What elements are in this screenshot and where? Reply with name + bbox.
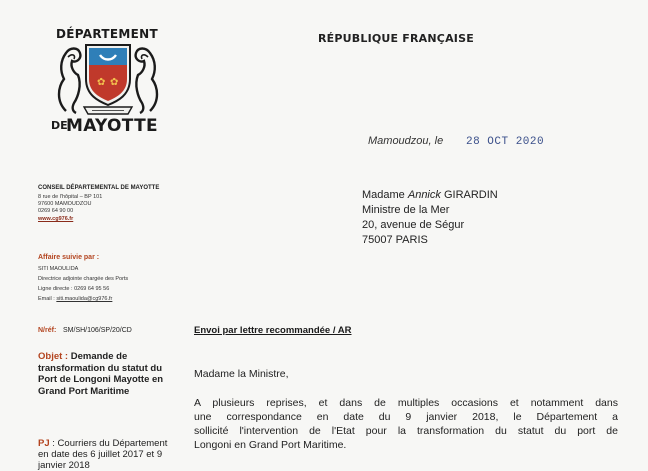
paragraph-line: Longoni en Grand Port Maritime. xyxy=(194,439,347,451)
sender-website-link[interactable]: www.cg976.fr xyxy=(38,216,74,222)
affaire-phone: Ligne directe : 0269 64 95 56 xyxy=(38,286,110,292)
recipient-function: Ministre de la Mer xyxy=(362,204,450,216)
recipient-block xyxy=(362,188,498,248)
sender-phone: 0269 64 90 00 xyxy=(38,208,74,214)
sender-address-line2: 97600 MAMOUDZOU xyxy=(38,201,92,207)
paragraph-line: une correspondance en date du 9 janvier 2018, le Département a xyxy=(194,411,618,423)
recipient-street: 20, avenue de Ségur xyxy=(362,219,465,231)
department-crest-logo xyxy=(52,41,164,117)
svg-text:✿: ✿ xyxy=(110,77,119,88)
affaire-role: Directrice adjointe chargée des Ports xyxy=(38,276,129,282)
sending-mode: Envoi par lettre recommandée / AR xyxy=(194,325,352,336)
reference-label: N/réf: xyxy=(38,327,57,334)
objet-text: Demande de transformation du statut du Port de Longoni Mayotte en Grand Port Maritime xyxy=(38,351,164,397)
objet-label: Objet : xyxy=(38,351,69,362)
objet-block xyxy=(38,351,173,397)
paragraph-line: sollicité l'intervention de l'Etat pour la transformation du statut du port de xyxy=(194,425,618,437)
recipient-line1 xyxy=(362,188,498,203)
logo-name: MAYOTTE xyxy=(66,116,158,136)
affaire-name: SITI MAOULIDA xyxy=(38,266,79,272)
logo-prefix: DE xyxy=(51,119,68,132)
pj-text: : Courriers du Département en date des 6 juillet 2017 et 9 janvier 2018 xyxy=(38,438,168,471)
sender-name: CONSEIL DÉPARTEMENTAL DE MAYOTTE xyxy=(38,185,160,191)
recipient-city: 75007 PARIS xyxy=(362,234,428,246)
svg-text:✿: ✿ xyxy=(97,77,106,88)
date-stamp: 28 OCT 2020 xyxy=(466,136,545,148)
pj-label: PJ xyxy=(38,438,50,449)
recipient-firstname: Annick xyxy=(407,189,441,201)
letter-place: Mamoudzou, le xyxy=(368,135,444,147)
affaire-email-link[interactable]: siti.maoulida@cg976.fr xyxy=(56,296,113,302)
affaire-email-label: Email : xyxy=(38,296,55,302)
pj-block xyxy=(38,438,173,471)
sender-address-line1: 8 rue de l'hôpital – BP 101 xyxy=(38,194,103,200)
recipient-lastname: GIRARDIN xyxy=(443,189,498,201)
reference-value: SM/SH/106/SP/20/CD xyxy=(63,327,132,334)
recipient-title: Madame xyxy=(362,189,405,201)
paragraph-line: A plusieurs reprises, et dans de multiples occasions et notamment dans xyxy=(194,397,618,409)
affaire-email-row xyxy=(38,296,112,303)
letter-paragraph xyxy=(194,396,618,452)
affaire-title: Affaire suivie par : xyxy=(38,254,100,261)
republic-heading: RÉPUBLIQUE FRANÇAISE xyxy=(318,32,474,45)
salutation: Madame la Ministre, xyxy=(194,368,289,380)
logo-department-label: DÉPARTEMENT xyxy=(56,27,158,41)
